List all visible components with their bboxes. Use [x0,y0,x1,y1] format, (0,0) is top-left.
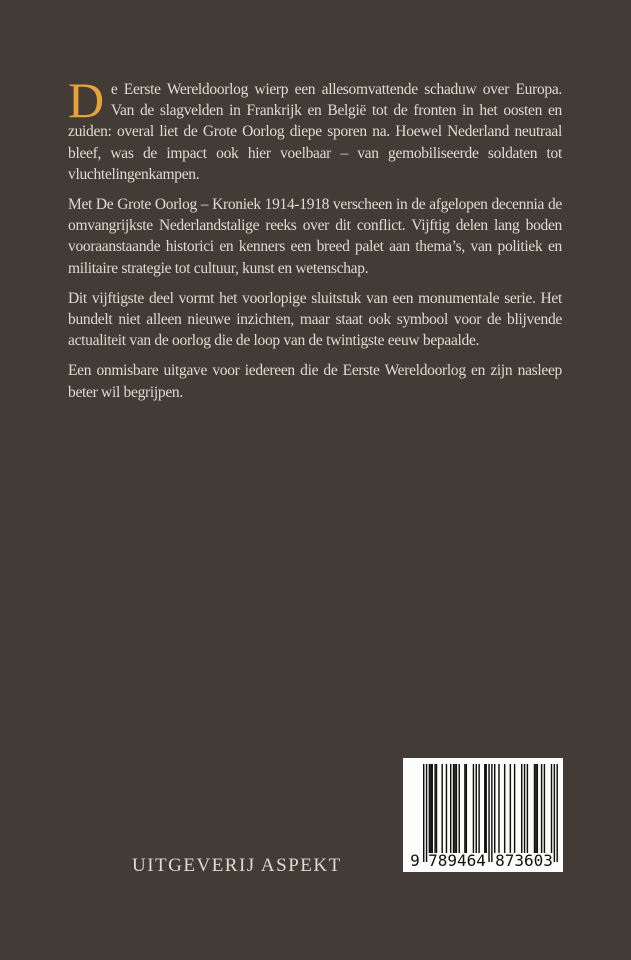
barcode-digits-left: 789464 [428,851,486,870]
blurb-paragraph-1-text: e Eerste Wereldoorlog wierp een allesomvattende schaduw over Europa. Van de slagvelden in Frankrijk en België tot de fronten in het oosten en zuiden: overal liet de Grote Oorlog diepe sporen na. Hoewel Nederland neutraal bleef, was de impact ook hier voelbaar – van gemobiliseerde soldaten tot vluchtelingenkampen. [68,81,562,183]
publisher-imprint: UITGEVERIJ ASPEKT [132,855,342,876]
barcode-digit-9: 9 [410,851,420,870]
blurb-paragraph-2: Met De Grote Oorlog – Kroniek 1914-1918 verscheen in de afgelopen decennia de omvangrijkste Nederlandstalige reeks over dit conflict. Vijftig delen lang boden vooraanstaande historici en kenners een breed palet aan thema’s, van politiek en militaire strategie tot cultuur, kunst en wetenschap. [68,196,562,277]
barcode-bars [423,764,558,862]
barcode-graphic [403,758,563,872]
blurb-paragraph-4: Een onmisbare uitgave voor iedereen die de Eerste Wereldoorlog en zijn nasleep beter wil begrijpen. [68,362,562,401]
blurb-text [68,72,562,412]
blurb-paragraph-1 [68,72,562,185]
blurb-paragraph-3: Dit vijftigste deel vormt het voorlopige sluitstuk van een monumentale serie. Het bundelt niet alleen nieuwe inzichten, maar staat ook symbool voor de blijvende actualiteit van de oorlog die de loop van de twintigste eeuw bepaalde. [68,289,562,350]
barcode-digits-right: 873603 [495,851,553,870]
isbn-barcode [403,758,563,872]
dropcap-letter-d: D [68,72,104,128]
